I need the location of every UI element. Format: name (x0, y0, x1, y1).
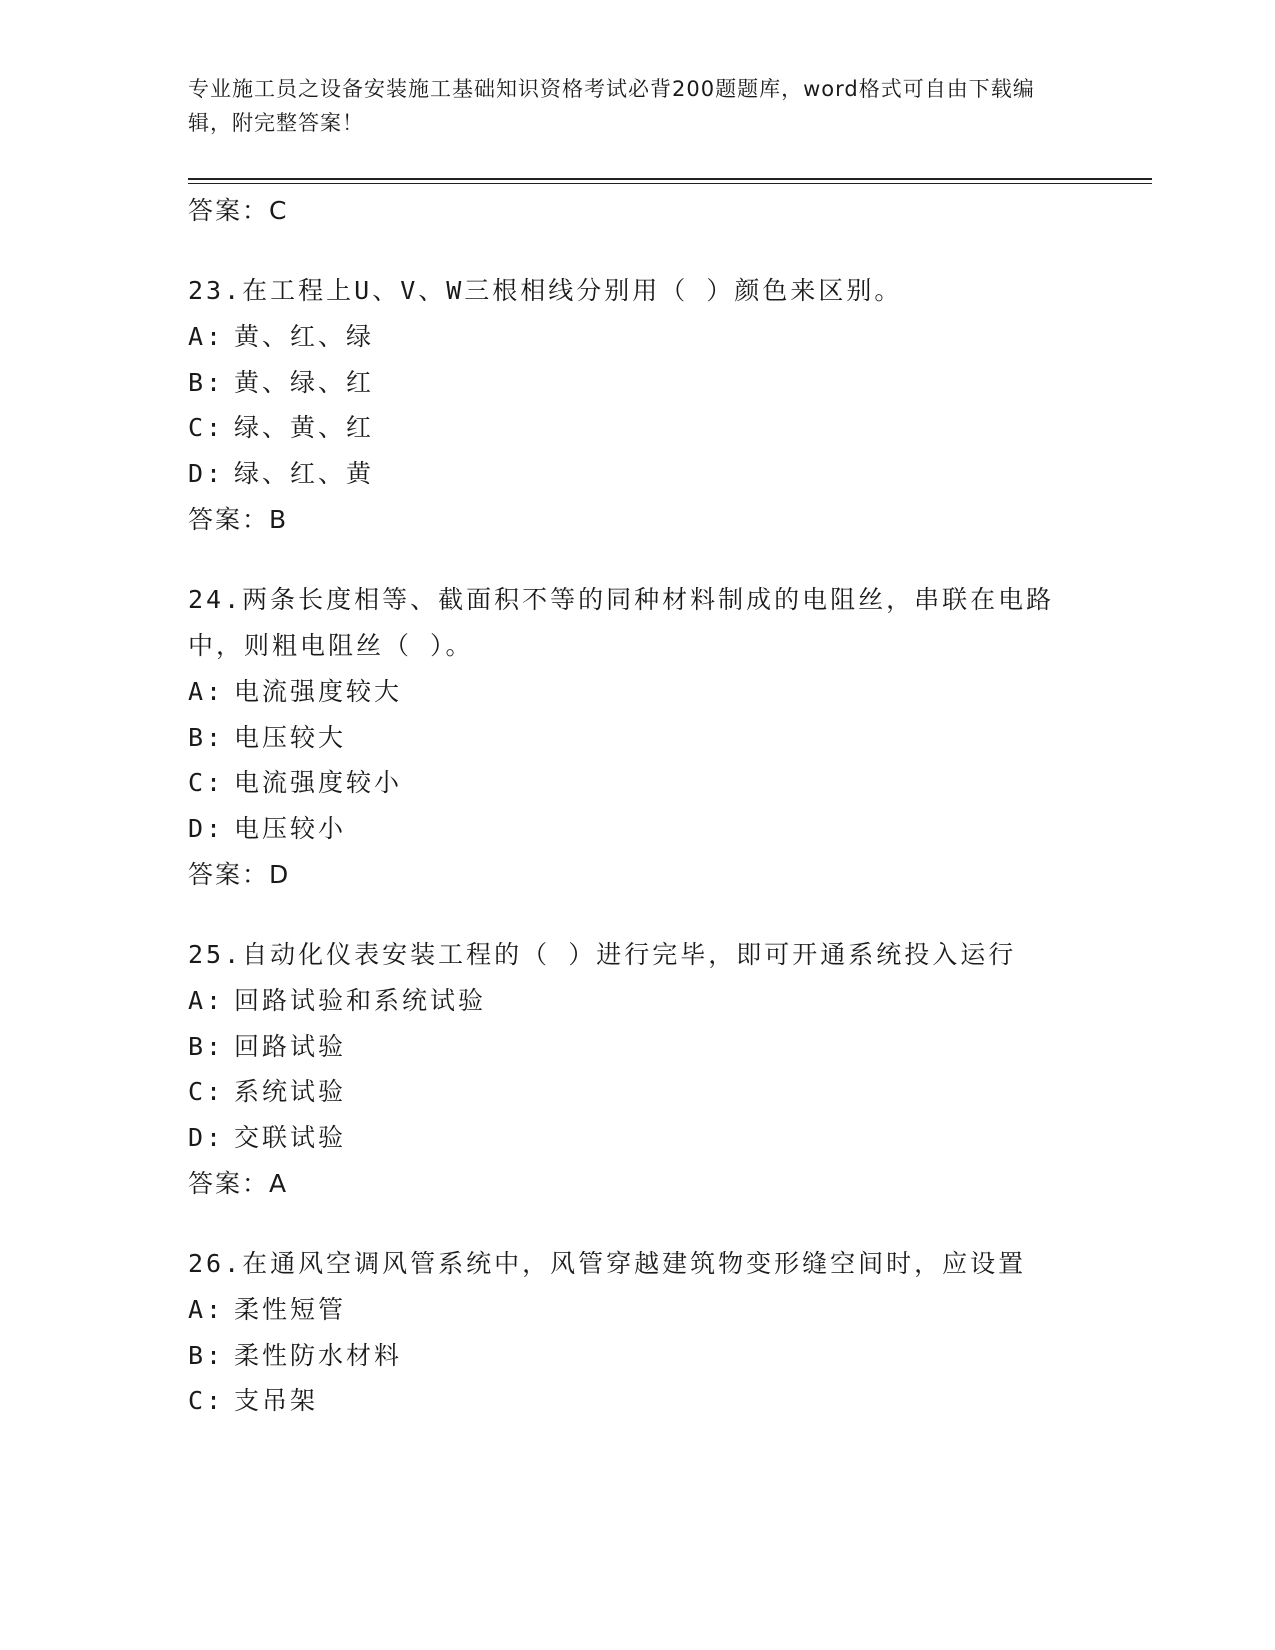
question-list (188, 188, 1108, 1424)
option-text: 柔性防水材料 (234, 1340, 403, 1370)
option-text: 支吊架 (234, 1386, 319, 1415)
option-d (188, 451, 1108, 497)
option-d (188, 1115, 1108, 1161)
option-c (188, 1069, 1108, 1115)
document-header: 专业施工员之设备安装施工基础知识资格考试必背200题题库，word格式可自由下载编辑，附完整答案！ (188, 77, 1035, 135)
question-text: 24.两条长度相等、截面积不等的同种材料制成的电阻丝，串联在电路中，则粗电阻丝（ ）。 (188, 585, 1055, 660)
option-letter: B: (188, 1031, 225, 1061)
question-block (188, 577, 1108, 892)
option-a (188, 1287, 1108, 1333)
option-c (188, 1378, 1108, 1424)
option-b (188, 1333, 1108, 1379)
option-b (188, 715, 1108, 761)
answer: 答案：B (188, 505, 289, 534)
option-letter: A: (188, 986, 225, 1015)
question-text: 26.在通风空调风管系统中，风管穿越建筑物变形缝空间时，应设置 (188, 1249, 1027, 1278)
option-a (188, 669, 1108, 715)
option-text: 系统试验 (234, 1077, 347, 1106)
question-block (188, 932, 1108, 1201)
option-letter: A: (188, 677, 225, 706)
option-letter: A: (188, 1295, 225, 1324)
answer: 答案：D (188, 860, 291, 889)
question-text: 23.在工程上U、V、W三根相线分别用（ ）颜色来区别。 (188, 276, 903, 305)
option-letter: B: (188, 367, 225, 397)
option-b (188, 1024, 1108, 1070)
option-letter: C: (188, 1077, 225, 1106)
option-c (188, 760, 1108, 806)
header-divider-thick (188, 178, 1152, 180)
option-d (188, 806, 1108, 852)
option-letter: C: (188, 1386, 225, 1415)
option-letter: D: (188, 1122, 225, 1152)
option-a (188, 314, 1108, 360)
question-block (188, 268, 1108, 537)
question-block (188, 1241, 1108, 1424)
previous-answer: 答案：C (188, 196, 289, 225)
option-text: 电压较大 (234, 722, 347, 752)
option-a (188, 978, 1108, 1024)
option-letter: C: (188, 768, 225, 797)
header-divider-thin (188, 183, 1152, 184)
option-text: 黄、红、绿 (234, 322, 375, 351)
option-letter: B: (188, 1340, 225, 1370)
option-text: 黄、绿、红 (234, 367, 375, 397)
option-letter: B: (188, 722, 225, 752)
answer: 答案：A (188, 1169, 289, 1198)
option-c (188, 405, 1108, 451)
option-letter: D: (188, 813, 225, 843)
option-text: 回路试验 (234, 1031, 347, 1061)
option-letter: D: (188, 458, 225, 488)
option-text: 柔性短管 (234, 1295, 347, 1324)
question-text: 25.自动化仪表安装工程的（ ）进行完毕，即可开通系统投入运行 (188, 940, 1017, 969)
option-text: 电流强度较大 (234, 677, 403, 706)
option-text: 电压较小 (234, 813, 347, 843)
option-text: 绿、红、黄 (234, 458, 375, 488)
option-text: 绿、黄、红 (234, 413, 375, 442)
option-b (188, 360, 1108, 406)
option-text: 交联试验 (234, 1122, 347, 1152)
option-text: 电流强度较小 (234, 768, 403, 797)
option-text: 回路试验和系统试验 (234, 986, 487, 1015)
option-letter: C: (188, 413, 225, 442)
option-letter: A: (188, 322, 225, 351)
